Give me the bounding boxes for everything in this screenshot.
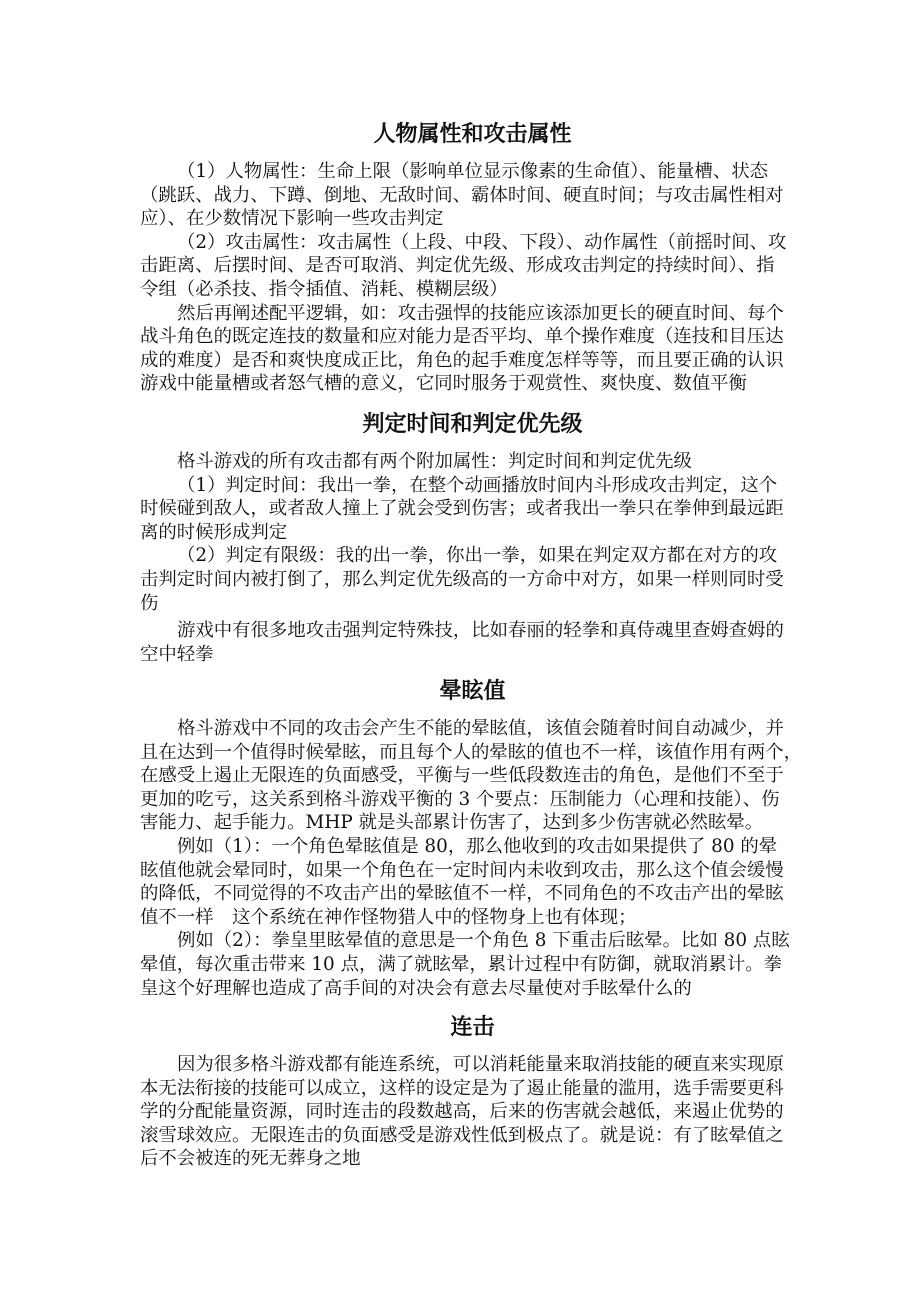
paragraph-line: 的降低，不同觉得的不攻击产出的晕眩值不一样，不同角色的不攻击产出的晕眩 (140, 883, 784, 905)
paragraph-line: 然后再阐述配平逻辑，如：攻击强悍的技能应该添加更长的硬直时间、每个 (177, 302, 784, 324)
paragraph-line: 伤 (140, 592, 159, 614)
paragraph-line: （跳跃、战力、下蹲、倒地、无敌时间、霸体时间、硬直时间；与攻击属性相对 (140, 184, 784, 206)
paragraph-line: （2）攻击属性：攻击属性（上段、中段、下段）、动作属性（前摇时间、攻 (177, 231, 787, 253)
paragraph-line: 因为很多格斗游戏都有能连系统，可以消耗能量来取消技能的硬直来实现原 (177, 1054, 784, 1075)
section-combo (140, 1013, 805, 1171)
section-heading: 人物属性和攻击属性 (373, 122, 572, 147)
paragraph-line: 离的时候形成判定 (140, 521, 288, 543)
paragraph-line: 格斗游戏的所有攻击都有两个附加属性：判定时间和判定优先级 (177, 451, 692, 472)
paragraph (140, 302, 805, 396)
section-hit-timing-and-priority (140, 410, 805, 666)
paragraph (140, 474, 805, 545)
section-character-and-attack-attributes (140, 120, 805, 396)
paragraph-line: 本无法衔接的技能可以成立，这样的设定是为了遏止能量的滥用，选手需要更科 (140, 1077, 784, 1099)
paragraph (140, 929, 805, 1000)
paragraph-line: 值不一样 这个系统在神作怪物猎人中的怪物身上也有体现； (140, 906, 637, 928)
section-heading: 晕眩值 (439, 679, 506, 704)
section-heading: 判定时间和判定优先级 (362, 412, 583, 437)
section-heading: 连击 (450, 1015, 495, 1040)
paragraph-line: 令组（必杀技、指令插值、消耗、模糊层级） (140, 278, 508, 300)
paragraph (140, 160, 805, 231)
paragraph (140, 619, 805, 666)
paragraph-line: 例如（1）：一个角色晕眩值是 80，那么他收到的攻击如果提供了 80 的晕 (177, 835, 778, 857)
paragraph-line: 后不会被连的死无葬身之地 (140, 1148, 361, 1170)
paragraph-line: 游戏中有很多地攻击强判定特殊技，比如春丽的轻拳和真侍魂里查姆查姆的 (177, 620, 784, 642)
paragraph-line: 应）、在少数情况下影响一些攻击判定 (140, 208, 444, 230)
paragraph (140, 835, 805, 929)
paragraph-line: 晕值，每次重击带来 10 点，满了就眩晕，累计过程中有防御，就取消累计。拳 (140, 953, 782, 975)
paragraph (140, 717, 805, 835)
paragraph-line: 游戏中能量槽或者怒气槽的意义，它同时服务于观赏性、爽快度、数值平衡 (140, 373, 747, 395)
paragraph-line: 在感受上遏止无限连的负面感受，平衡与一些低段数连击的角色，是他们不至于 (140, 765, 784, 787)
paragraph (140, 231, 805, 302)
paragraph-line: 例如（2）：拳皇里眩晕值的意思是一个角色 8 下重击后眩晕。比如 80 点眩 (177, 930, 790, 952)
paragraph-line: （1）判定时间：我出一拳，在整个动画播放时间内斗形成攻击判定，这个 (177, 474, 778, 496)
paragraph (140, 450, 805, 474)
paragraph (140, 544, 805, 615)
paragraph-line: 眩值他就会晕同时，如果一个角色在一定时间内未收到攻击，那么这个值会缓慢 (140, 859, 784, 881)
paragraph-line: 滚雪球效应。无限连击的负面感受是游戏性低到极点了。就是说：有了眩晕值之 (140, 1124, 784, 1146)
paragraph-line: 皇这个好理解也造成了高手间的对决会有意去尽量使对手眩晕什么的 (140, 977, 692, 999)
paragraph-line: 害能力、起手能力。MHP 就是头部累计伤害了，达到多少伤害就必然眩晕。 (140, 812, 764, 834)
paragraph-line: 学的分配能量资源，同时连击的段数越高，后来的伤害就会越低，来遏止优势的 (140, 1101, 784, 1123)
paragraph-line: 更加的吃亏，这关系到格斗游戏平衡的 3 个要点：压制能力（心理和技能）、伤 (140, 788, 780, 810)
paragraph-line: 击判定时间内被打倒了，那么判定优先级高的一方命中对方，如果一样则同时受 (140, 568, 784, 590)
section-stun-value (140, 677, 805, 1000)
paragraph-line: （1）人物属性：生命上限（影响单位显示像素的生命值）、能量槽、状态 (177, 161, 769, 182)
paragraph-line: 且在达到一个值得时候晕眩，而且每个人的晕眩的值也不一样，该值作用有两个， (140, 741, 803, 763)
paragraph-line: （2）判定有限级：我的出一拳，你出一拳，如果在判定双方都在对方的攻 (177, 545, 778, 567)
paragraph (140, 1053, 805, 1171)
paragraph-line: 格斗游戏中不同的攻击会产生不能的晕眩值，该值会随着时间自动减少，并 (177, 718, 784, 739)
paragraph-line: 空中轻拳 (140, 643, 214, 665)
paragraph-line: 战斗角色的既定连技的数量和应对能力是否平均、单个操作难度（连技和目压达 (140, 326, 784, 348)
paragraph-line: 击距离、后摆时间、是否可取消、判定优先级、形成攻击判定的持续时间）、指 (140, 255, 775, 277)
paragraph-line: 时候碰到敌人，或者敌人撞上了就会受到伤害；或者我出一拳只在拳伸到最远距 (140, 498, 784, 520)
paragraph-line: 成的难度）是否和爽快度成正比，角色的起手难度怎样等等，而且要正确的认识 (140, 349, 784, 371)
